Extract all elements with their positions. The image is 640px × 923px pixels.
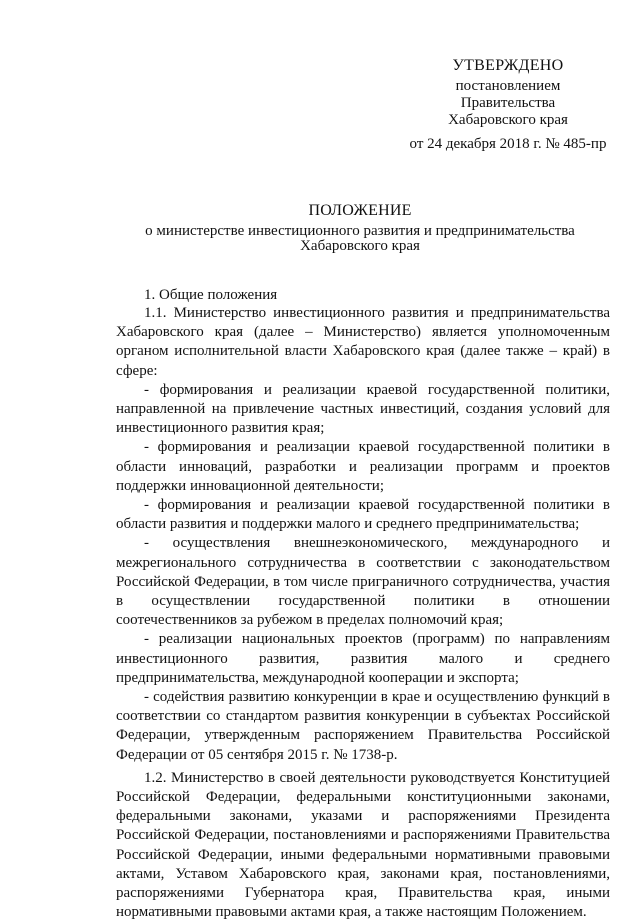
approval-stamp: [398, 57, 618, 153]
list-item: - формирования и реализации краевой государственной политики в области развития и поддержки малого и среднего предпринимательства;: [116, 497, 610, 533]
section-heading: 1. Общие положения: [144, 287, 278, 303]
document-title-block: [100, 203, 620, 254]
document-subtitle: о министерстве инвестиционного развития и предпринимательства: [145, 223, 575, 239]
section-body: [116, 304, 610, 923]
approval-line: Правительства: [460, 95, 556, 111]
list-item: - осуществления внешнеэкономического, международного и межрегионального сотрудничества в соответствии с законодательством Российской Федерации, в том числе приграничного сотрудничества, участия в осуществлении государственной политики в отношении соотечественников за рубежом в пределах полномочий края;: [116, 535, 610, 629]
approval-line: постановлением: [455, 78, 561, 94]
list-item: - содействия развитию конкуренции в крае и осуществлению функций в соответствии со стандартом развития конкуренции в субъектах Российской Федерации, утвержденным распоряжением Правительства Российской Федерации от 05 сентября 2015 г. № 1738-р.: [116, 689, 610, 763]
approval-heading: УТВЕРЖДЕНО: [452, 57, 564, 74]
paragraph: 1.1. Министерство инвестиционного развития и предпринимательства Хабаровского края (далее – Министерство) является уполномоченным органом исполнительной власти Хабаровского края (далее также – край) в сфере:: [116, 305, 610, 379]
list-item: - формирования и реализации краевой государственной политики в области инноваций, разработки и реализации программ и проектов поддержки инновационной деятельности;: [116, 439, 610, 494]
document-title: ПОЛОЖЕНИЕ: [308, 202, 412, 219]
list-item: - реализации национальных проектов (программ) по направлениям инвестиционного развития, развития малого и среднего предпринимательства, международной кооперации и экспорта;: [116, 631, 610, 686]
document-subtitle: Хабаровского края: [300, 238, 420, 254]
paragraph: 1.2. Министерство в своей деятельности руководствуется Конституцией Российской Федерации, федеральными конституционными законами, федеральными законами, указами и распоряжениями Президента Российской Федерации, постановлениями и распоряжениями Правительства Российской Федерации, иными федеральными нормативными правовыми актами, Уставом Хабаровского края, законами края, постановлениями, распоряжениями Губернатора края, Правительства края, иными нормативными правовыми актами края, а также настоящим Положением.: [116, 769, 610, 921]
list-item: - формирования и реализации краевой государственной политики, направленной на привлечение частных инвестиций, создания условий для инвестиционного развития края;: [116, 381, 610, 437]
approval-line: Хабаровского края: [448, 112, 568, 128]
approval-date: от 24 декабря 2018 г. № 485-пр: [409, 136, 607, 152]
